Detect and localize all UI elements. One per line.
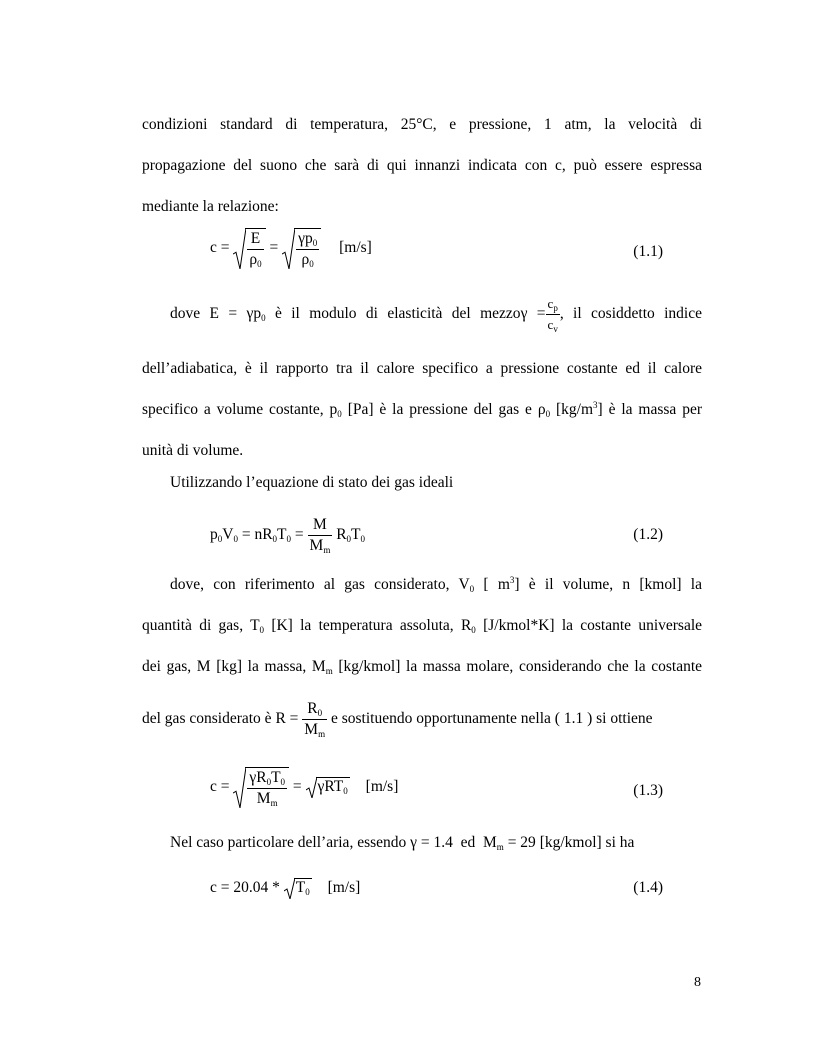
text-run: è il modulo di elasticità del mezzo <box>274 305 521 322</box>
equation-1-1 <box>210 228 372 269</box>
fraction <box>546 295 560 334</box>
frac-num: R <box>307 699 318 717</box>
subscript: 0 <box>286 534 292 545</box>
paragraph-air <box>142 822 702 863</box>
text-run: [K] la temperatura assoluta, <box>271 617 454 634</box>
equation-number: (1.4) <box>633 879 663 896</box>
text-run: [kg/m <box>555 401 594 418</box>
subscript: 0 <box>469 584 475 594</box>
fraction <box>296 230 319 269</box>
text-run: e sostituendo opportunamente nella ( 1.1 ) si ottiene <box>330 710 653 727</box>
text-line: condizioni standard di temperatura, 25°C, e pressione, 1 atm, la velocità di <box>142 116 702 133</box>
text-run: [ m <box>483 576 510 593</box>
math-text: T <box>250 617 260 634</box>
text-run: dove, con riferimento al gas considerato, <box>170 576 450 593</box>
text-run: [kg/kmol] la massa molare, considerando che la costante <box>338 658 703 675</box>
math-text: R <box>460 617 472 634</box>
subscript: m <box>318 728 326 739</box>
math-text: = 29 <box>507 834 536 851</box>
subscript: m <box>496 842 504 852</box>
subscript: 0 <box>312 238 318 248</box>
math-inline <box>275 699 331 739</box>
eq-lhs: c = <box>210 778 230 796</box>
math-inline <box>458 576 474 593</box>
fraction <box>247 769 287 808</box>
subscript: 0 <box>272 534 278 545</box>
frac-num: E <box>250 230 261 247</box>
text-run: [kg/kmol] si ha <box>539 834 635 851</box>
math-text: T <box>351 526 361 544</box>
text-run: ] è il volume, n [kmol] la <box>514 576 702 593</box>
subscript: m <box>323 545 331 555</box>
subscript: 0 <box>343 786 348 797</box>
sqrt-radical <box>306 778 350 796</box>
paragraph-elasticity-cont <box>142 348 702 471</box>
paragraph-variables <box>142 564 702 687</box>
frac-den: ρ <box>249 251 258 268</box>
sqrt-radical <box>233 228 265 269</box>
text-run: specifico a volume costante, <box>142 401 324 418</box>
frac-den: M <box>304 720 319 738</box>
unit-inline <box>556 401 603 418</box>
subscript: 0 <box>545 409 551 419</box>
page-number: 8 <box>694 975 701 990</box>
subscript: 0 <box>217 534 223 545</box>
math-text: R = <box>275 710 299 727</box>
equation-1-2 <box>210 516 365 555</box>
unit-inline <box>483 576 514 593</box>
text-run: , il cosiddetto indice <box>559 305 702 322</box>
subscript: 0 <box>346 534 352 545</box>
superscript: 3 <box>509 575 515 585</box>
text-line: unità di volume. <box>142 442 244 459</box>
frac-num: M <box>313 516 327 533</box>
math-inline <box>250 617 264 634</box>
equation-1-3 <box>210 767 398 808</box>
math-inline <box>538 401 550 418</box>
text-run: dei gas, M [kg] la massa, <box>142 658 307 675</box>
text-run: è la massa per <box>608 401 702 418</box>
subscript: 0 <box>257 259 262 269</box>
text-line <box>142 292 702 336</box>
text-run: [Pa] è la pressione del gas e <box>347 401 532 418</box>
subscript: 0 <box>305 887 310 897</box>
radical-sign-icon <box>284 877 295 899</box>
subscript: 0 <box>337 409 342 419</box>
radicand: γRT <box>317 778 344 796</box>
superscript: 3 <box>593 400 598 410</box>
subscript: 0 <box>309 259 314 269</box>
math-inline <box>520 295 560 334</box>
math-inline <box>330 401 342 418</box>
frac-num: T <box>271 769 281 786</box>
fraction <box>308 516 333 555</box>
subscript: 0 <box>266 777 272 787</box>
math-inline: γ = 1.4 <box>410 834 453 851</box>
subscript: 0 <box>233 534 238 545</box>
frac-num: γp <box>298 230 313 247</box>
frac-den: ρ <box>301 251 310 268</box>
radical-sign-icon <box>233 228 246 269</box>
text-line: propagazione del suono che sarà di qui innanzi indicata con c, può essere espressa <box>142 157 702 174</box>
eq-unit: [m/s] <box>339 239 372 257</box>
paragraph-ideal-gas: Utilizzando l’equazione di stato dei gas ideali <box>170 474 454 491</box>
math-inline <box>210 305 266 322</box>
frac-num: γR <box>249 769 267 786</box>
equation-number: (1.3) <box>633 782 663 799</box>
eq-unit: [m/s] <box>365 778 399 796</box>
eq-unit: [m/s] <box>327 879 361 896</box>
eq-lhs: c = <box>210 239 230 257</box>
math-text: = nR <box>241 526 273 544</box>
equation-1-4 <box>210 879 360 897</box>
text-run: [J/kmol*K] la costante universale <box>483 617 703 634</box>
eq-sign: = <box>292 778 302 796</box>
paragraph-intro <box>142 104 702 227</box>
subscript: p <box>553 302 558 313</box>
text-run: Nel caso particolare dell’aria, essendo <box>170 834 407 851</box>
text-run: quantità di gas, <box>142 617 244 634</box>
radical-sign-icon <box>233 767 246 808</box>
subscript: m <box>325 666 333 676</box>
math-text: V <box>222 526 234 544</box>
text-line <box>142 605 702 646</box>
subscript: m <box>270 798 278 808</box>
math-text: R <box>336 526 347 544</box>
text-line: dell’adiabatica, è il rapporto tra il calore specifico a pressione costante ed il calore <box>142 360 702 377</box>
sqrt-radical <box>233 767 289 808</box>
paragraph-elasticity <box>142 292 702 336</box>
math-text: V <box>458 576 470 593</box>
text-line: mediante la relazione: <box>142 198 279 215</box>
text-line <box>142 389 702 430</box>
math-inline <box>461 617 476 634</box>
math-text: E = γp <box>209 305 262 322</box>
math-inline <box>312 658 333 675</box>
math-text: T <box>277 526 287 544</box>
math-text: M <box>311 658 326 675</box>
eq-sign: = <box>294 526 304 544</box>
radicand: T <box>295 879 306 896</box>
subscript: 0 <box>317 707 323 718</box>
sqrt-radical <box>282 228 321 269</box>
subscript: 0 <box>471 625 476 635</box>
fraction <box>302 700 327 739</box>
sqrt-radical <box>284 879 312 897</box>
subscript: 0 <box>360 534 366 545</box>
frac-num: c <box>547 295 554 311</box>
equation-number: (1.1) <box>633 243 663 260</box>
equation-number: (1.2) <box>633 526 663 543</box>
text-run: ] <box>597 401 603 418</box>
subscript: 0 <box>280 777 286 787</box>
math-text: γ = <box>520 305 546 322</box>
math-text: p <box>329 401 338 418</box>
frac-den: M <box>309 537 324 554</box>
subscript: 0 <box>259 625 265 635</box>
text-run: dove <box>170 305 201 322</box>
subscript: 0 <box>261 313 266 323</box>
radical-sign-icon <box>282 228 295 269</box>
text-line <box>142 646 702 687</box>
frac-den: M <box>256 790 271 807</box>
math-inline <box>483 834 536 851</box>
text-line <box>142 564 702 605</box>
radical-sign-icon <box>306 776 317 798</box>
frac-den: c <box>547 316 554 332</box>
math-text: ρ <box>537 401 546 418</box>
subscript: v <box>553 323 558 334</box>
math-text: p <box>210 526 218 544</box>
eq-sign: = <box>269 239 279 257</box>
math-text: M <box>483 834 497 851</box>
text-run: ed <box>460 834 476 851</box>
text-run: del gas considerato è <box>142 710 272 727</box>
eq-lhs: c = 20.04 * <box>210 879 280 896</box>
paragraph-gas-constant <box>142 694 702 744</box>
fraction <box>247 230 263 269</box>
